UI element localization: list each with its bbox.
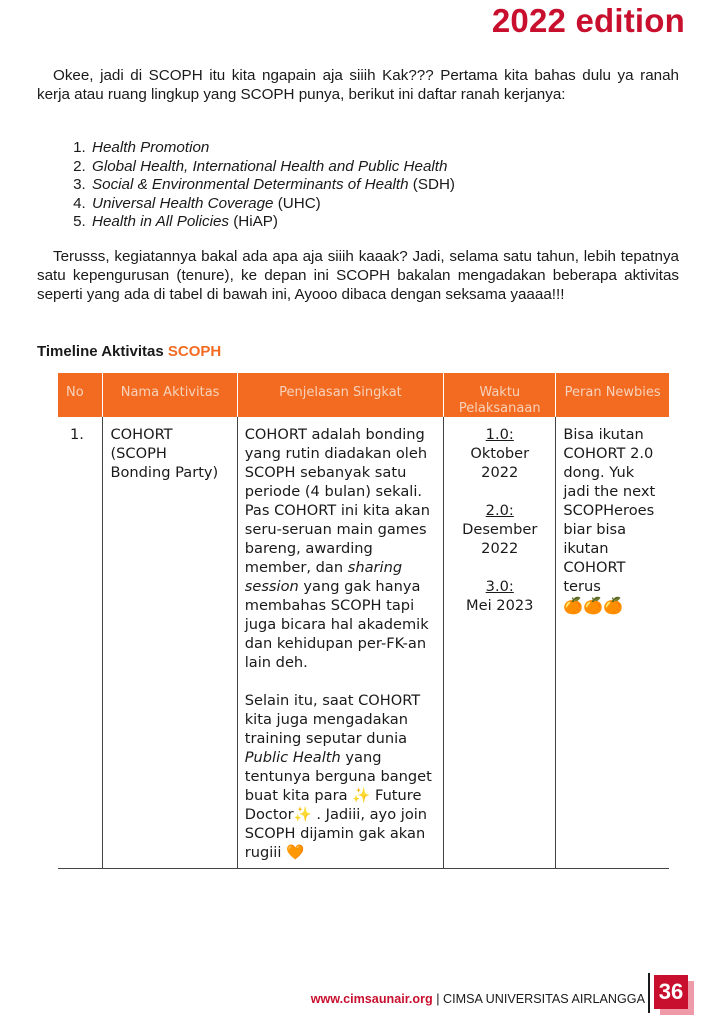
table-header-row [58,373,669,417]
header-name: Nama Aktivitas [103,373,237,417]
list-item: 4. Universal Health Coverage (UHC) [90,195,455,214]
activities-intro-paragraph: Terusss, kegiatannya bakal ada apa aja siiih kaaak? Jadi, selama satu tahun, lebih tepatnya satu kepengurusan (tenure), ke depan ini SCOPH bakalan mengadakan beberapa aktivitas seperti yang ada di tabel di bawah ini, Ayooo dibaca dengan seksama yaaaa!!! [37,248,679,303]
header-time: Waktu Pelaksanaan [444,373,556,417]
sparkle-icon: ✨ [352,787,371,804]
tangerine-icon: 🍊🍊🍊 [563,596,624,615]
cell-time: 1.0: Oktober 2022 2.0: Desember 2022 3.0: Mei 2023 [444,417,556,869]
activities-table [58,373,669,869]
footer-org: CIMSA UNIVERSITAS AIRLANGGA [442,992,645,1006]
header-desc: Penjelasan Singkat [237,373,443,417]
list-item: 5. Health in All Policies (HiAP) [90,213,455,232]
footer: www.cimsaunair.org | CIMSA UNIVERSITAS AIRLANGGA [310,992,645,1006]
intro-paragraph: Okee, jadi di SCOPH itu kita ngapain aja siiih Kak??? Pertama kita bahas dulu ya ranah kerja atau ruang lingkup yang SCOPH punya, berikut ini daftar ranah kerjanya: [37,67,679,103]
scope-list [68,139,455,232]
page-number: 36 [654,975,688,1009]
orange-heart-icon: 🧡 [286,844,305,861]
footer-site-link[interactable]: www.cimsaunair.org [310,992,433,1006]
sparkle-icon: ✨ [293,806,312,823]
section-title: Timeline Aktivitas SCOPH [37,343,222,360]
list-item: 3. Social & Environmental Determinants of Health (SDH) [90,176,455,195]
cell-no: 1. [58,417,103,869]
list-item: 1. Health Promotion [90,139,455,158]
table-row [58,417,669,869]
list-item: 2. Global Health, International Health and Public Health [90,158,455,177]
section-title-accent: SCOPH [167,343,222,360]
edition-title: 2022 edition [491,2,685,39]
header-no: No [58,373,103,417]
cell-desc: COHORT adalah bonding yang rutin diadakan oleh SCOPH sebanyak satu periode (4 bulan) sekali. Pas COHORT ini kita akan seru-seruan main games bareng, awarding member, dan sharing session yang gak hanya membahas SCOPH tapi juga bicara hal akademik dan kehidupan per-FK-an lain deh. Selain itu, saat COHORT kita juga mengadakan training seputar dunia Public Health yang tentunya berguna banget buat kita para ✨ Future Doctor✨ . Jadiii, ayo join SCOPH dijamin gak akan rugiii 🧡 [237,417,443,869]
footer-divider [648,973,650,1013]
header-role: Peran Newbies [556,373,669,417]
cell-name: COHORT (SCOPH Bonding Party) [103,417,237,869]
cell-role: Bisa ikutan COHORT 2.0 dong. Yuk jadi the next SCOPHeroes biar bisa ikutan COHORT terus 🍊🍊🍊 [556,417,669,869]
